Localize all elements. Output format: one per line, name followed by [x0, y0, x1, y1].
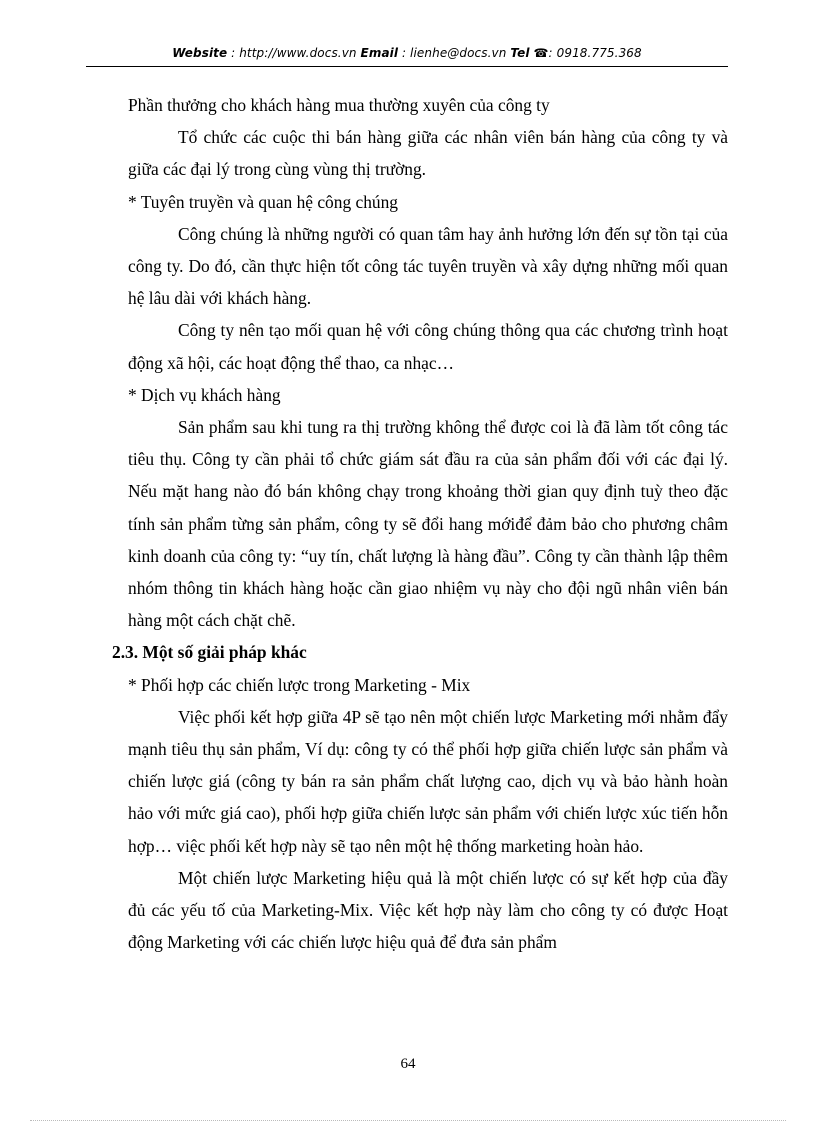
subheading-publicity: * Tuyên truyền và quan hệ công chúng — [128, 191, 398, 212]
tel-label: Tel — [510, 46, 530, 60]
phone-icon: ☎ — [533, 46, 549, 60]
paragraph-6: Việc phối kết hợp giữa 4P sẽ tạo nên một chiến lược Marketing mới nhằm đẩy mạnh tiêu thụ sản phẩm, Ví dụ: công ty có thể phối hợp giữa chiến lược sản phẩm và chiến lược giá (công ty bán ra sản phẩm chất lượng cao, dịch vụ và bảo hành hoàn hảo với mức giá cao), phối hợp giữa chiến lược sản phẩm với chiến lược xúc tiến hỗn hợp… việc phối kết hợp này sẽ tạo nên một hệ thống marketing hoàn hảo. — [128, 706, 728, 856]
website-label: Website — [172, 46, 228, 60]
email-value: : lienhe@docs.vn — [402, 46, 507, 60]
section-heading-2-3: 2.3. Một số giải pháp khác — [112, 642, 307, 663]
paragraph-7: Một chiến lược Marketing hiệu quả là một chiến lược có sự kết hợp của đầy đủ các yếu tố của Marketing-Mix. Việc kết hợp này làm cho công ty có được Hoạt động Marketing với các chiến lược hiệu quả để đưa sản phẩm — [128, 867, 728, 953]
tel-value: : 0918.775.368 — [548, 46, 642, 60]
website-value: : http://www.docs.vn — [231, 46, 357, 60]
page-bottom-divider — [30, 1120, 786, 1121]
subheading-marketing-mix: * Phối hợp các chiến lược trong Marketing - Mix — [128, 674, 471, 695]
page-header — [86, 46, 728, 60]
subheading-customer-service: * Dịch vụ khách hàng — [128, 384, 281, 405]
paragraph-1: Phần thưởng cho khách hàng mua thường xuyên của công ty — [128, 95, 550, 115]
page-number: 64 — [400, 1056, 416, 1072]
email-label: Email — [360, 46, 399, 60]
document-body — [112, 89, 728, 958]
paragraph-4: Công ty nên tạo mối quan hệ với công chúng thông qua các chương trình hoạt động xã hội, các hoạt động thể thao, ca nhạc… — [128, 320, 728, 373]
header-divider — [86, 66, 728, 67]
paragraph-5: Sản phẩm sau khi tung ra thị trường không thể được coi là đã làm tốt công tác tiêu thụ. Công ty cần phải tổ chức giám sát đầu ra của sản phẩm đối với các đại lý. Nếu mặt hang nào đó bán không chạy trong khoảng thời gian quy định tuỳ theo đặc tính sản phẩm từng sản phẩm, công ty sẽ đổi hang mớiđể đảm bảo cho phương châm kinh doanh của công ty: “uy tín, chất lượng là hàng đầu”. Công ty cần thành lập thêm nhóm thông tin khách hàng hoặc cần giao nhiệm vụ này cho đội ngũ nhân viên bán hàng một cách chặt chẽ. — [128, 417, 728, 631]
paragraph-3: Công chúng là những người có quan tâm hay ảnh hưởng lớn đến sự tồn tại của công ty. Do đó, cần thực hiện tốt công tác tuyên truyền và xây dựng những mối quan hệ lâu dài với khách hàng. — [128, 223, 728, 309]
paragraph-2: Tổ chức các cuộc thi bán hàng giữa các nhân viên bán hàng của công ty và giữa các đại lý trong cùng vùng thị trường. — [128, 127, 728, 180]
